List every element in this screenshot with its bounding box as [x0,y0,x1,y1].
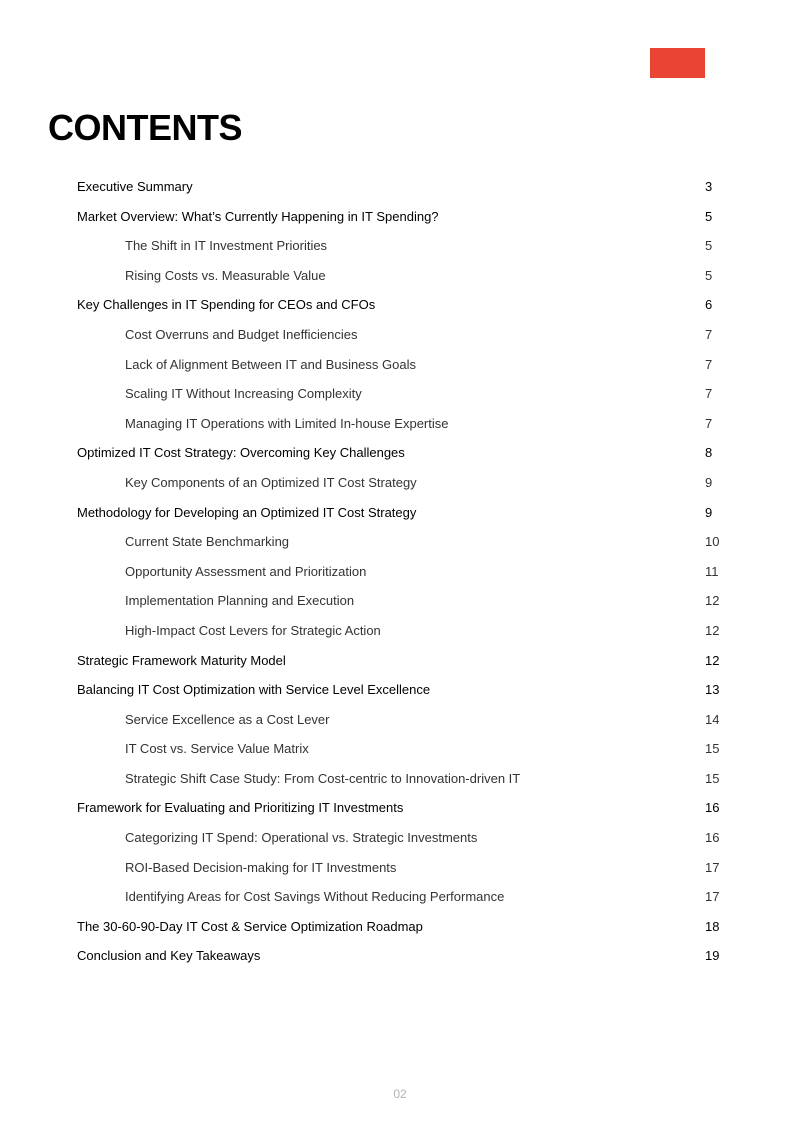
toc-entry-label: Strategic Shift Case Study: From Cost-centric to Innovation-driven IT [125,770,521,786]
toc-entry-page: 5 [705,208,713,224]
toc-entry-label: Rising Costs vs. Measurable Value [125,267,326,283]
toc-subentry[interactable] [0,527,800,557]
toc-entry-page: 12 [705,622,720,638]
toc-subentry[interactable] [0,320,800,350]
toc-subentry[interactable] [0,616,800,646]
toc-entry-label: Lack of Alignment Between IT and Business Goals [125,356,416,372]
toc-entry-page: 16 [705,830,720,846]
toc-entry-label: Market Overview: What’s Currently Happening in IT Spending? [77,208,439,224]
toc-entry-label: Key Challenges in IT Spending for CEOs and CFOs [77,297,376,313]
page-title: CONTENTS [48,107,242,148]
toc-subentry[interactable] [0,734,800,764]
toc-entry-label: Conclusion and Key Takeaways [77,948,261,964]
toc-entry-page: 8 [705,445,713,461]
toc-entry-page: 5 [705,267,713,283]
toc-entry-page: 12 [705,593,720,609]
toc-subentry[interactable] [0,231,800,261]
toc-subentry[interactable] [0,853,800,883]
toc-entry-page: 12 [705,652,720,668]
toc-entry-page: 3 [705,179,713,194]
toc-entry-label: Balancing IT Cost Optimization with Service Level Excellence [77,682,431,698]
toc-entry-page: 17 [705,889,720,905]
toc-entry[interactable] [0,912,800,942]
toc-entry-page: 15 [705,741,720,757]
toc-entry-label: IT Cost vs. Service Value Matrix [125,741,309,757]
table-of-contents [0,172,800,971]
toc-subentry[interactable] [0,823,800,853]
toc-entry-label: Optimized IT Cost Strategy: Overcoming Key Challenges [77,445,405,461]
toc-entry[interactable] [0,498,800,528]
toc-entry-page: 16 [705,800,720,816]
toc-entry[interactable] [0,202,800,232]
toc-entry-label: The Shift in IT Investment Priorities [125,238,328,254]
toc-entry[interactable] [0,941,800,971]
toc-entry-label: High-Impact Cost Levers for Strategic Action [125,622,381,638]
toc-entry-label: Strategic Framework Maturity Model [77,652,286,668]
toc-subentry[interactable] [0,409,800,439]
toc-entry-page: 14 [705,711,720,727]
toc-entry[interactable] [0,172,800,202]
toc-subentry[interactable] [0,557,800,587]
toc-entry-page: 5 [705,238,713,254]
toc-entry-page: 15 [705,770,720,786]
toc-entry-page: 11 [705,563,719,579]
toc-subentry[interactable] [0,882,800,912]
toc-entry-page: 18 [705,918,720,934]
toc-entry-page: 7 [705,386,713,402]
toc-entry-page: 13 [705,682,720,698]
toc-entry-label: Identifying Areas for Cost Savings Without Reducing Performance [125,889,505,905]
toc-entry-page: 9 [705,504,713,520]
toc-entry-label: Methodology for Developing an Optimized IT Cost Strategy [77,504,417,520]
toc-entry-label: Executive Summary [77,179,193,194]
toc-entry-page: 17 [705,859,720,875]
toc-subentry[interactable] [0,468,800,498]
toc-entry[interactable] [0,646,800,676]
toc-entry-label: Implementation Planning and Execution [125,593,355,609]
toc-subentry[interactable] [0,261,800,291]
toc-entry-label: Scaling IT Without Increasing Complexity [125,386,362,402]
toc-entry[interactable] [0,793,800,823]
toc-entry-label: Service Excellence as a Cost Lever [125,711,330,727]
toc-entry[interactable] [0,290,800,320]
toc-entry-label: Framework for Evaluating and Prioritizing IT Investments [77,800,404,816]
toc-entry-label: The 30-60-90-Day IT Cost & Service Optimization Roadmap [77,918,423,934]
toc-entry-page: 19 [705,948,720,964]
toc-entry-label: Current State Benchmarking [125,534,290,550]
toc-entry-page: 6 [705,297,713,313]
toc-subentry[interactable] [0,764,800,794]
toc-entry-label: Key Components of an Optimized IT Cost Strategy [125,474,417,490]
toc-entry-label: Managing IT Operations with Limited In-house Expertise [125,415,449,431]
toc-entry-page: 10 [705,534,720,550]
toc-entry[interactable] [0,675,800,705]
accent-block [650,48,705,78]
page-number: 02 [393,1087,407,1101]
toc-entry-page: 9 [705,474,713,490]
toc-entry-page: 7 [705,356,713,372]
toc-entry-label: ROI-Based Decision-making for IT Investments [125,859,397,875]
toc-subentry[interactable] [0,586,800,616]
toc-entry-label: Cost Overruns and Budget Inefficiencies [125,326,358,342]
toc-entry[interactable] [0,438,800,468]
toc-entry-label: Opportunity Assessment and Prioritization [125,563,367,579]
toc-subentry[interactable] [0,705,800,735]
toc-subentry[interactable] [0,350,800,380]
toc-subentry[interactable] [0,379,800,409]
toc-entry-page: 7 [705,326,713,342]
toc-entry-page: 7 [705,415,713,431]
toc-entry-label: Categorizing IT Spend: Operational vs. Strategic Investments [125,830,478,846]
